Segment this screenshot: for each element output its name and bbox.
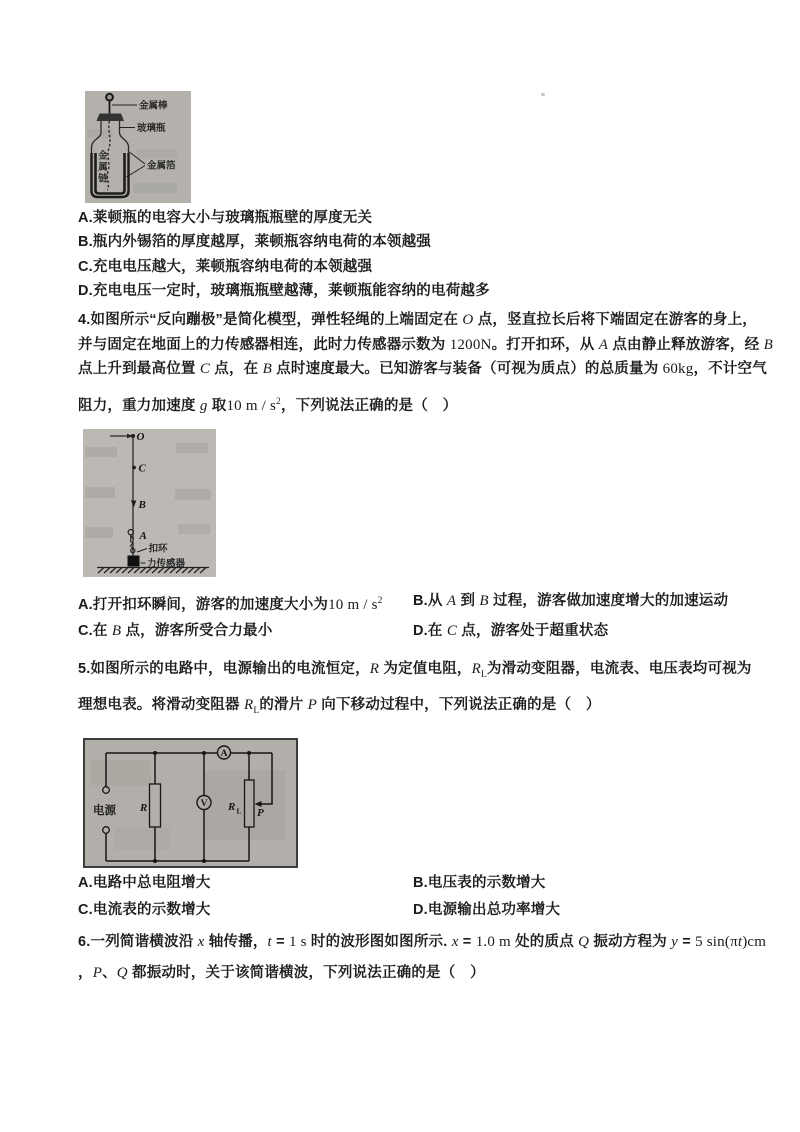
source-terminal-top	[103, 787, 110, 794]
label-clasp: 扣环	[148, 543, 168, 555]
junction-dot	[247, 751, 251, 755]
q5-option-d: D.电源输出总功率增大	[413, 902, 561, 918]
q6-stem-line-2: ，P、Q 都振动时，关于该简谐横波，下列说法正确的是（ ）	[78, 965, 485, 981]
point-B-arrow	[131, 500, 136, 507]
leyden-jar-drawing	[85, 91, 191, 203]
ghost-texture	[176, 443, 208, 453]
q4-stem-line-4: 阻力，重力加速度 g 取10 m / $s^2$，下列说法正确的是（ ）	[78, 397, 458, 414]
junction-dot	[153, 751, 157, 755]
label-metal-chain: 金属链	[96, 150, 107, 185]
q4-stem-line-3: 点上升到最高位置 C 点，在 B 点时速度最大。已知游客与装备（可视为质点）的总质量为 60kg，不计空气	[78, 361, 767, 377]
ghost-texture	[85, 487, 115, 498]
label-point-A: A	[139, 530, 147, 542]
q4-option-c: C.在 B 点，游客所受合力最小	[78, 623, 273, 639]
ghost-texture	[85, 527, 113, 538]
q3-option-d: D.充电电压一定时，玻璃瓶瓶壁越薄，莱顿瓶能容纳的电荷越多	[78, 283, 490, 299]
ghost-texture	[115, 828, 170, 850]
leyden-jar-figure	[85, 91, 191, 203]
ghost-texture	[175, 489, 211, 500]
voltmeter-letter: V	[200, 799, 208, 809]
q5-stem-line-2: 理想电表。将滑动变阻器 $R_L$的滑片 P 向下移动过程中，下列说法正确的是（ ）	[78, 697, 601, 716]
q4-option-b: B.从 A 到 B 过程，游客做加速度增大的加速运动	[413, 593, 729, 609]
q4-option-a: A.打开扣环瞬间，游客的加速度大小为10 m / $s^2$	[78, 596, 383, 613]
label-point-B: B	[138, 499, 146, 511]
leader-line-clasp	[137, 549, 147, 553]
scan-speck	[541, 93, 545, 96]
label-power-source: 电源	[93, 805, 116, 817]
circuit-figure	[83, 738, 298, 868]
q3-option-b: B.瓶内外锡箔的厚度越厚，莱顿瓶容纳电荷的本领越强	[78, 234, 431, 250]
label-slider-P: P	[257, 807, 264, 819]
label-resistor-R: R	[140, 802, 148, 814]
label-glass-bottle: 玻璃瓶	[137, 123, 166, 134]
terminal-ball	[106, 94, 113, 101]
junction-dot	[202, 859, 206, 863]
label-metal-foil: 金属箔	[147, 160, 176, 172]
ghost-texture	[137, 149, 177, 158]
q4-stem-line-1: 4.如图所示“反向蹦极”是简化模型，弹性轻绳的上端固定在 O 点，竖直拉长后将下端固定在游客的身上，	[78, 312, 757, 328]
label-rheostat-R: R	[228, 801, 236, 813]
q3-option-a: A.莱顿瓶的电容大小与玻璃瓶瓶壁的厚度无关	[78, 210, 373, 226]
q4-option-d: D.在 C 点，游客处于超重状态	[413, 623, 609, 639]
force-sensor-block	[128, 556, 140, 567]
source-terminal-bottom	[103, 827, 110, 834]
ammeter-letter: A	[220, 749, 228, 759]
circuit-drawing	[85, 740, 296, 866]
ghost-texture	[178, 524, 210, 534]
junction-dot	[153, 859, 157, 863]
label-rheostat-sub-L: L	[236, 806, 242, 816]
junction-dot	[202, 751, 206, 755]
q4-stem-line-2: 并与固定在地面上的力传感器相连，此时力传感器示数为 1200N。打开扣环，从 A 点由静止释放游客，经 B	[78, 337, 773, 353]
bungee-drawing	[83, 429, 216, 577]
q5-stem-line-1: 5.如图所示的电路中，电源输出的电流恒定，R 为定值电阻，$R_L$为滑动变阻器，电流表、电压表均可视为	[78, 661, 752, 680]
label-point-C: C	[138, 462, 146, 475]
q5-option-c: C.电流表的示数增大	[78, 902, 211, 918]
bungee-figure	[83, 429, 216, 577]
q6-stem-line-1: 6.一列简谐横波沿 x 轴传播，t = 1 s 时的波形图如图所示. x = 1.0 m 处的质点 Q 振动方程为 y = 5 sin(πt)cm	[78, 934, 767, 950]
q5-option-a: A.电路中总电阻增大	[78, 875, 211, 891]
stopper-cap	[97, 114, 125, 122]
label-point-O: O	[136, 431, 145, 443]
label-force-sensor: 力传感器	[147, 558, 186, 570]
ghost-texture	[91, 760, 151, 786]
q3-option-c: C.充电电压越大，莱顿瓶容纳电荷的本领越强	[78, 259, 373, 275]
resistor-R-box	[150, 784, 161, 827]
ghost-texture	[133, 183, 177, 193]
q5-option-b: B.电压表的示数增大	[413, 875, 546, 891]
ghost-texture	[85, 447, 117, 457]
point-C-dot	[132, 466, 136, 470]
label-metal-rod: 金属棒	[139, 100, 168, 112]
